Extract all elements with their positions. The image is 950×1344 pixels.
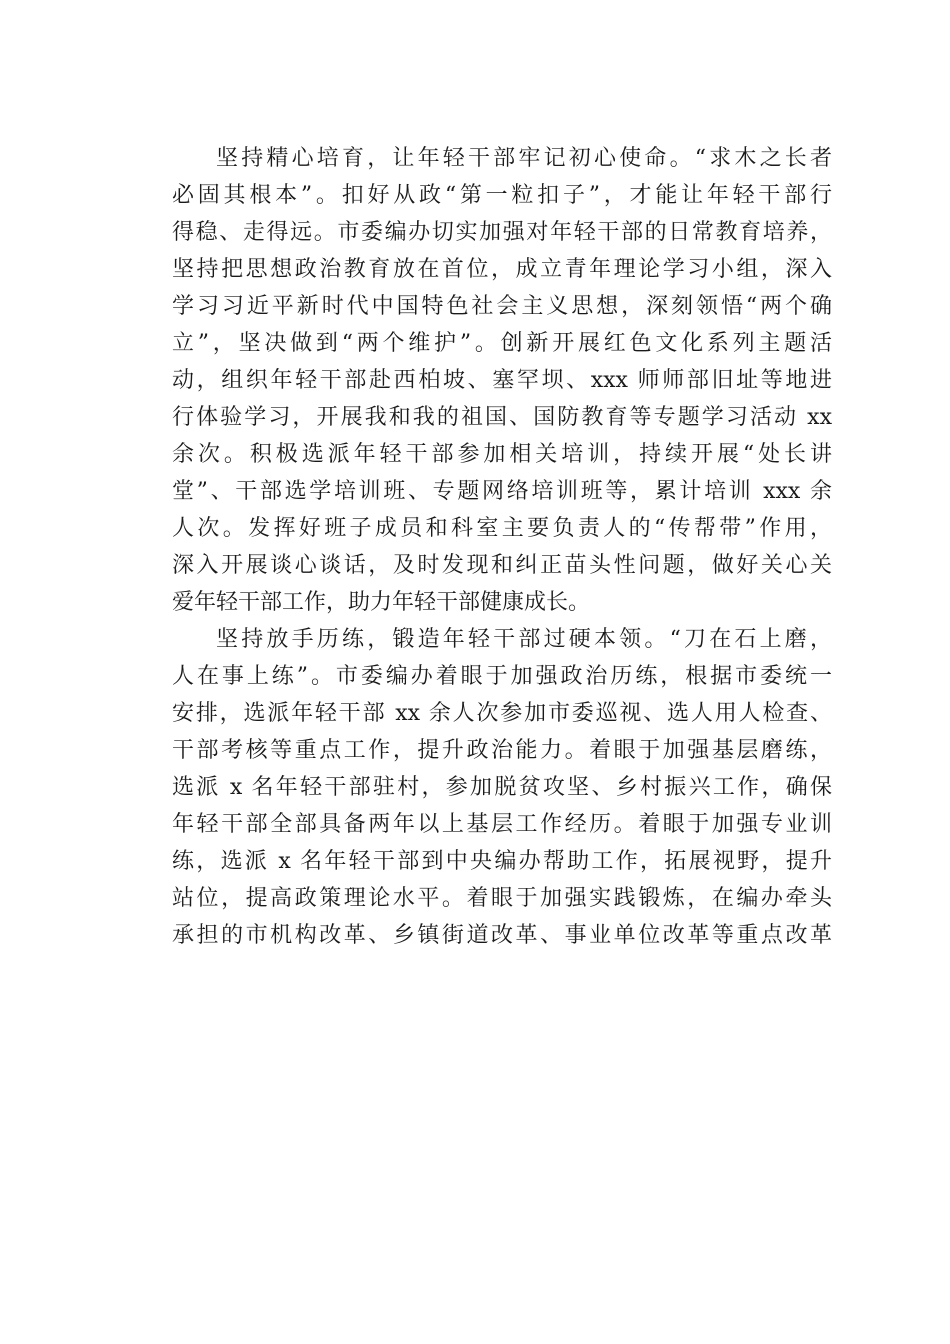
text-line: 得稳、走得远。市委编办切实加强对年轻干部的日常教育培养， bbox=[172, 220, 832, 245]
text-line: 干部考核等重点工作，提升政治能力。着眼于加强基层磨练， bbox=[172, 738, 832, 763]
text-line: 余次。积极选派年轻干部参加相关培训，持续开展“处长讲 bbox=[172, 442, 832, 467]
text-line: 选派 x 名年轻干部驻村，参加脱贫攻坚、乡村振兴工作，确保 bbox=[172, 775, 832, 800]
text-line: 爱年轻干部工作，助力年轻干部健康成长。 bbox=[172, 590, 591, 615]
text-line: 练，选派 x 名年轻干部到中央编办帮助工作，拓展视野，提升 bbox=[172, 849, 832, 874]
text-line: 站位，提高政策理论水平。着眼于加强实践锻炼，在编办牵头 bbox=[172, 886, 832, 911]
document-body bbox=[172, 140, 832, 954]
text-line: 坚持放手历练，锻造年轻干部过硬本领。“刀在石上磨， bbox=[216, 627, 832, 652]
text-line: 堂”、干部选学培训班、专题网络培训班等，累计培训 xxx 余 bbox=[172, 479, 832, 504]
text-line: 承担的市机构改革、乡镇街道改革、事业单位改革等重点改革 bbox=[172, 923, 832, 948]
text-line: 人次。发挥好班子成员和科室主要负责人的“传帮带”作用， bbox=[172, 516, 832, 541]
text-line: 坚持精心培育，让年轻干部牢记初心使命。“求木之长者 bbox=[216, 146, 832, 171]
text-line: 坚持把思想政治教育放在首位，成立青年理论学习小组，深入 bbox=[172, 257, 832, 282]
text-line: 必固其根本”。扣好从政“第一粒扣子”，才能让年轻干部行 bbox=[172, 183, 832, 208]
text-line: 安排，选派年轻干部 xx 余人次参加市委巡视、选人用人检查、 bbox=[172, 701, 832, 726]
text-line: 学习习近平新时代中国特色社会主义思想，深刻领悟“两个确 bbox=[172, 294, 832, 319]
paragraph-cultivation bbox=[172, 140, 832, 621]
text-line: 深入开展谈心谈话，及时发现和纠正苗头性问题，做好关心关 bbox=[172, 553, 832, 578]
text-line: 立”，坚决做到“两个维护”。创新开展红色文化系列主题活 bbox=[172, 331, 832, 356]
paragraph-training bbox=[172, 621, 832, 954]
text-line: 行体验学习，开展我和我的祖国、国防教育等专题学习活动 xx bbox=[172, 405, 832, 430]
text-line: 年轻干部全部具备两年以上基层工作经历。着眼于加强专业训 bbox=[172, 812, 832, 837]
text-line: 人在事上练”。市委编办着眼于加强政治历练，根据市委统一 bbox=[172, 664, 832, 689]
text-line: 动，组织年轻干部赴西柏坡、塞罕坝、xxx 师师部旧址等地进 bbox=[172, 368, 832, 393]
